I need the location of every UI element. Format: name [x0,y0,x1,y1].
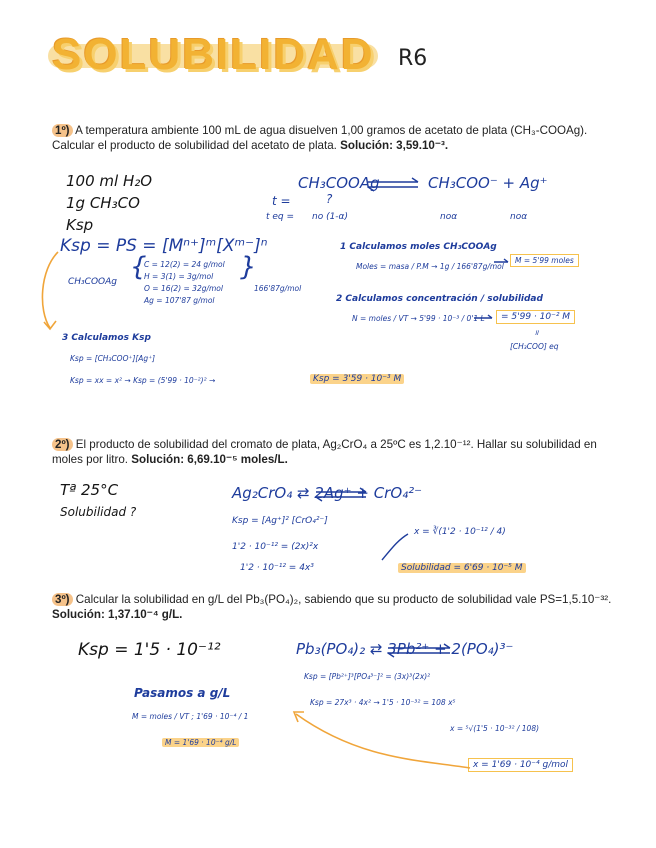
mass-label: CH₃COOAg [68,277,117,287]
problem-number: 2º) [52,438,73,451]
problem-number: 3º) [52,593,73,606]
mass-ag: Ag = 107'87 g/mol [144,296,215,305]
step-3: 3 Calculamos Ksp [62,333,151,343]
teq-value: no (1-α) [312,212,348,222]
t-value: ? [326,192,333,206]
question: Solubilidad ? [60,505,137,519]
noa-2: noα [510,212,528,222]
equals-mark: ॥ [534,328,539,337]
mass-h: H = 3(1) = 3g/mol [144,272,214,281]
temperature: Tª 25°C [60,481,119,499]
ksp-expression-2: Ksp = [Ag⁺]² [CrO₄²⁻] [232,516,328,526]
mass-o: O = 16(2) = 32g/mol [144,284,223,293]
orange-arrow-2 [296,714,470,768]
x-result: x = 1'69 · 10⁻⁴ g/mol [468,758,573,772]
orange-arrowhead-1 [44,321,56,329]
moles-equation: Moles = masa / P.M → 1g / 166'87g/mol [356,262,504,271]
ksp-definition: Ksp = PS = [Mⁿ⁺]ᵐ[Xᵐ⁻]ⁿ [60,236,268,256]
problem-number: 1º) [52,124,73,137]
step-2: 2 Calculamos concentración / solubilidad [336,294,543,304]
orange-arrow-1 [42,252,58,328]
given-ksp: Ksp [66,216,94,234]
reaction-right: CH₃COO⁻ + Ag⁺ [428,174,548,192]
problem-solution: Solución: 3,59.10⁻³. [340,139,449,152]
moles-result: M = 5'99 moles [510,254,579,267]
ksp-calculation: Ksp = xx = x² → Ksp = (5'99 · 10⁻²)² → [70,376,216,385]
ksp-expression-3: Ksp = [Pb²⁺]³[PO₄³⁻]² = (3x)³(2x)² [304,672,431,681]
equilibrium-arrow-3 [388,644,450,657]
equation-line-2: 1'2 · 10⁻¹² = 4x³ [240,563,314,573]
reaction-left: CH₃COOAg [298,174,380,192]
molarity-equation: M = moles / VT ; 1'69 · 10⁻⁴ / 1 [132,712,249,721]
equilibrium-arrow-2 [316,488,366,501]
ksp-result: Ksp = 3'59 · 10⁻³ M [310,374,404,384]
moles-arrow [494,259,508,262]
page-code: R6 [398,46,428,71]
pass-label: Pasamos a g/L [134,686,231,700]
ksp-given: Ksp = 1'5 · 10⁻¹² [78,640,221,660]
concentration-note: [CH₃COO] eq [510,342,559,351]
given-water: 100 ml H₂O [66,172,153,190]
problem-text: El producto de solubilidad del cromato de plata, Ag₂CrO₄ a 25ºC es 1,2.10⁻¹². Hallar su solubilidad en moles por litro. [52,438,597,466]
mass-c: C = 12(2) = 24 g/mol [144,260,225,269]
solubility-result: Solubilidad = 6'69 · 10⁻⁵ M [398,563,526,573]
t-label: t = [272,194,291,208]
brace-right: } [240,252,257,282]
cube-root: x = ∛(1'2 · 10⁻¹² / 4) [414,527,506,537]
mass-total: 166'87g/mol [254,284,302,293]
problem-text: A temperatura ambiente 100 mL de agua disuelven 1,00 gramos de acetato de plata (CH₃-COOAg). Calcular el producto de solubilidad del acetato de plata. [52,124,588,152]
step-1: 1 Calculamos moles CH₃COOAg [340,242,497,252]
given-mass: 1g CH₃CO [66,194,140,212]
equation-line-1: 1'2 · 10⁻¹² = (2x)²x [232,542,319,552]
brace-left: { [130,252,147,282]
concentration-arrow [474,315,492,318]
concentration-equation: N = moles / VT → 5'99 · 10⁻³ / 0'1 L [352,314,485,323]
page-title: SOLUBILIDAD [52,30,375,79]
equilibrium-arrow-1 [368,178,418,191]
reaction-3: Pb₃(PO₄)₂ ⇄ 3Pb²⁺ + 2(PO₄)³⁻ [296,640,514,658]
problem-text: Calcular la solubilidad en g/L del Pb₃(PO₄)₂, sabiendo que su producto de solubilidad vale PS=1,5.10⁻³². [75,593,612,606]
reaction-2: Ag₂CrO₄ ⇄ 2Ag⁺ + CrO₄²⁻ [232,484,423,502]
ksp-calculation-3: Ksp = 27x³ · 4x² → 1'5 · 10⁻³² = 108 x⁵ [310,698,456,707]
noa-1: noα [440,212,458,222]
concentration-result: = 5'99 · 10⁻² M [496,310,575,324]
solubility-curve [382,534,408,560]
fifth-root: x = ⁵√(1'5 · 10⁻³² / 108) [450,724,540,733]
ksp-expression: Ksp = [CH₃COO⁺][Ag⁺] [70,354,156,363]
problem-solution: Solución: 6,69.10⁻⁵ moles/L. [131,453,288,466]
problem-solution: Solución: 1,37.10⁻⁴ g/L. [52,608,183,621]
molarity-result: M = 1'69 · 10⁻⁴ g/L [162,738,239,747]
teq-label: t eq = [266,212,295,222]
